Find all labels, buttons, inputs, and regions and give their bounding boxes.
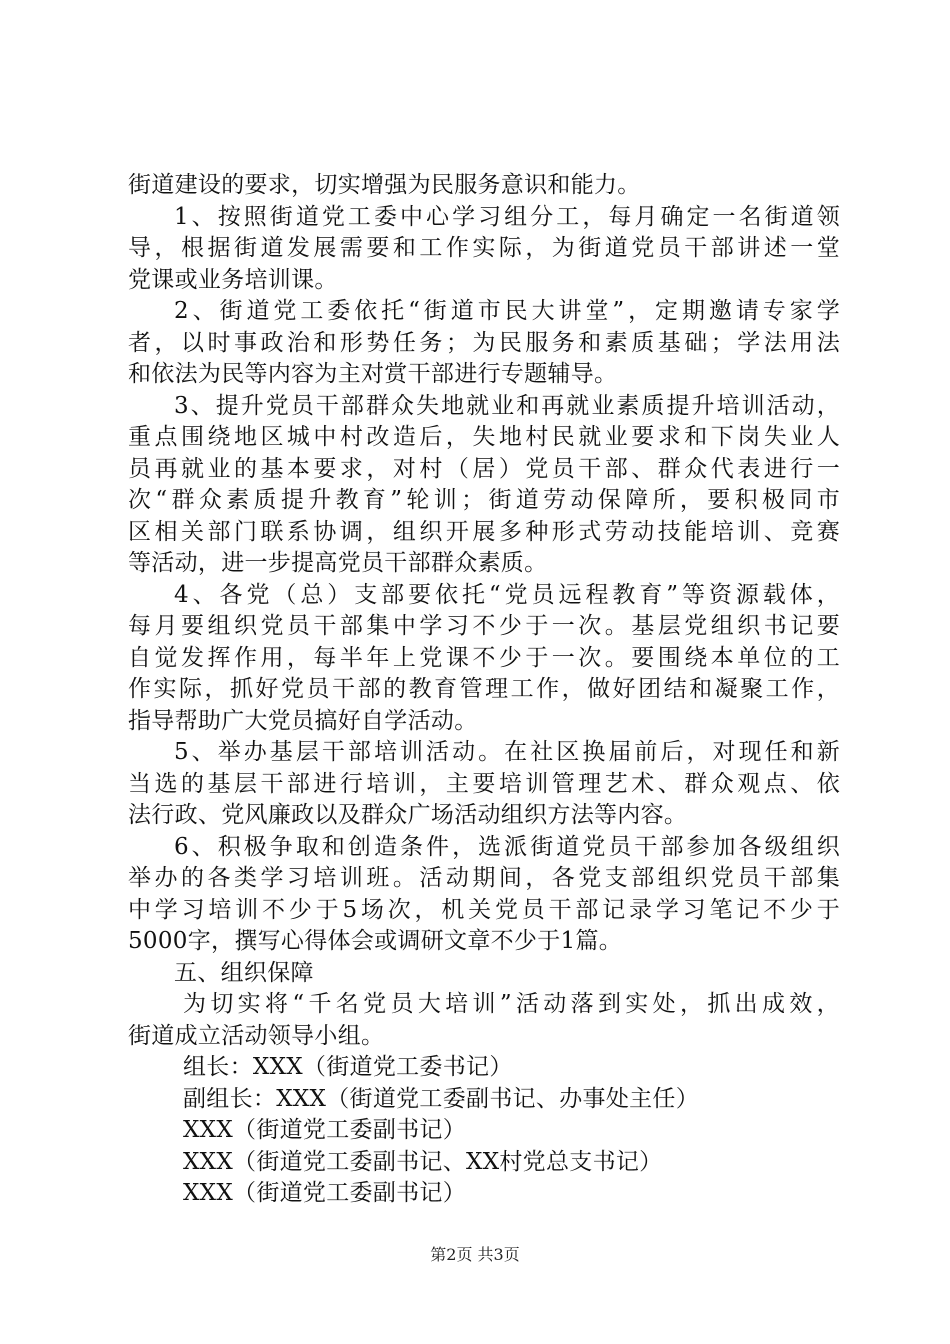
text-line: 中学习培训不少于5场次，机关党员干部记录学习笔记不少于	[128, 896, 840, 923]
text-line: 街道建设的要求，切实增强为民服务意识和能力。	[128, 172, 641, 198]
text-line: 和依法为民等内容为主对赏干部进行专题辅导。	[128, 361, 618, 387]
text-line: 1、按照街道党工委中心学习组分工，每月确定一名街道领	[174, 203, 840, 230]
text-line: 区相关部门联系协调，组织开展多种形式劳动技能培训、竞赛	[128, 518, 840, 545]
text-line: 3、提升党员干部群众失地就业和再就业素质提升培训活动，	[174, 392, 840, 419]
text-line: 作实际，抓好党员干部的教育管理工作，做好团结和凝聚工作，	[128, 676, 840, 702]
text-line: 党课或业务培训课。	[128, 266, 338, 293]
text-line: 次“群众素质提升教育”轮训；街道劳动保障所，要积极同市	[128, 487, 840, 513]
text-line: 副组长：XXX（街道党工委副书记、办事处主任）	[183, 1085, 700, 1112]
text-line: 导，根据街道发展需要和工作实际，为街道党员干部讲述一堂	[128, 235, 840, 261]
text-line: 2、街道党工委依托“街道市民大讲堂”，定期邀请专家学	[174, 298, 840, 324]
text-line: 者，以时事政治和形势任务；为民服务和素质基础；学法用法	[128, 329, 840, 356]
text-line: 法行政、党风廉政以及群众广场活动组织方法等内容。	[128, 802, 688, 828]
text-line: XXX（街道党工委副书记）	[183, 1180, 467, 1206]
text-line: 举办的各类学习培训班。活动期间，各党支部组织党员干部集	[128, 865, 840, 891]
text-line: 4、各党（总）支部要依托“党员远程教育”等资源载体，	[174, 581, 840, 608]
text-line: 5、举办基层干部培训活动。在社区换届前后，对现任和新	[174, 739, 840, 765]
text-line: 每月要组织党员干部集中学习不少于一次。基层党组织书记要	[128, 613, 840, 639]
text-line: XXX（街道党工委副书记、XX村党总支书记）	[183, 1148, 663, 1175]
text-line: 当选的基层干部进行培训，主要培训管理艺术、群众观点、依	[128, 770, 840, 797]
document-body	[128, 170, 840, 1210]
section-heading: 五、组织保障	[174, 959, 314, 986]
text-line: 等活动，进一步提高党员干部群众素质。	[128, 550, 548, 576]
text-line: 重点围绕地区城中村改造后，失地村民就业要求和下岗失业人	[128, 424, 840, 450]
text-line: 街道成立活动领导小组。	[128, 1022, 385, 1049]
text-line: 指导帮助广大党员搞好自学活动。	[128, 707, 478, 734]
text-line: XXX（街道党工委副书记）	[183, 1117, 467, 1143]
text-line: 5000字，撰写心得体会或调研文章不少于1篇。	[128, 928, 623, 954]
text-line: 6、积极争取和创造条件，选派街道党员干部参加各级组织	[174, 833, 840, 860]
text-line: 组长：XXX（街道党工委书记）	[183, 1054, 513, 1080]
text-line: 员再就业的基本要求，对村（居）党员干部、群众代表进行一	[128, 455, 840, 482]
page-footer: 第2页 共3页	[430, 1245, 520, 1264]
text-line: 为切实将“千名党员大培训”活动落到实处，抓出成效，	[183, 991, 840, 1017]
text-line: 自觉发挥作用，每半年上党课不少于一次。要围绕本单位的工	[128, 644, 840, 671]
